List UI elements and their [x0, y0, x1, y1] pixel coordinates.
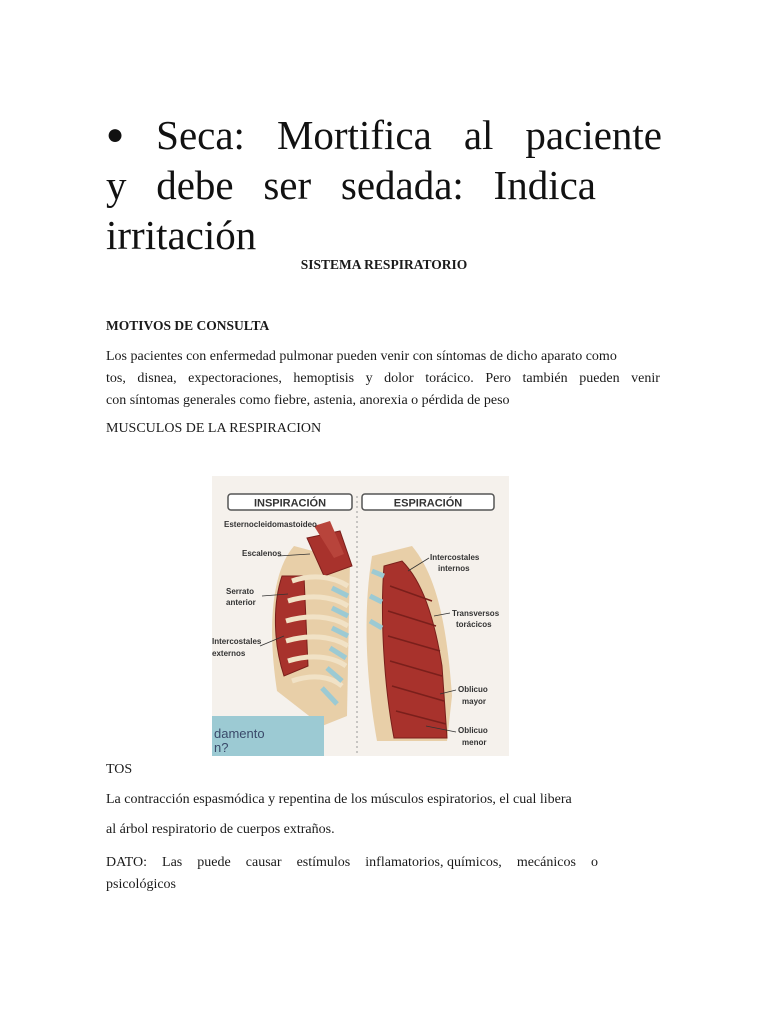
tos-line-1: La contracción espasmódica y repentina de los músculos espiratorios, el cual libera — [106, 792, 572, 807]
word: tos, — [106, 371, 126, 386]
word: disnea, — [137, 371, 177, 386]
respiration-muscles-figure — [212, 476, 509, 756]
word: Mortifica — [276, 112, 432, 158]
figure-labels — [212, 520, 500, 747]
expiration-title: ESPIRACIÓN — [393, 497, 463, 510]
word: dolor — [384, 371, 414, 386]
consulta-line-3: con síntomas generales como fiebre, astenia, anorexia o pérdida de peso — [106, 393, 510, 408]
consulta-line-2 — [106, 368, 660, 390]
tos-heading: TOS — [106, 762, 133, 777]
word: paciente — [525, 112, 662, 158]
consulta-heading: MOTIVOS DE CONSULTA — [106, 318, 270, 333]
label-scalenes: Escalenos — [242, 549, 282, 558]
word: sedada: — [340, 162, 464, 208]
bullet-paragraph — [106, 110, 662, 260]
bullet-glyph: ● — [106, 118, 125, 151]
musculos-heading: MUSCULOS DE LA RESPIRACION — [106, 421, 322, 436]
label-intercostal-int-2: internos — [438, 564, 470, 573]
word: Pero — [485, 371, 512, 386]
label-serratus-1: Serrato — [226, 587, 255, 596]
word: Indica — [493, 162, 596, 208]
word: estímulos — [296, 855, 351, 870]
dato-line-2: psicológicos — [106, 877, 176, 892]
dato-line-1 — [106, 852, 598, 874]
corner-text-2: n? — [214, 740, 229, 755]
label-oblique-major-2: mayor — [462, 697, 487, 706]
label-intercostal-int-1: Intercostales — [430, 553, 480, 562]
word: expectoraciones, — [188, 371, 282, 386]
word: torácico. — [425, 371, 474, 386]
word: al — [463, 112, 494, 158]
label-intercostal-ext-1: Intercostales — [212, 637, 262, 646]
tos-line-2: al árbol respiratorio de cuerpos extraños. — [106, 822, 335, 837]
label-sternocleidomastoid: Esternocleidomastoideo — [224, 520, 317, 529]
bullet-line-2 — [106, 160, 596, 210]
word: debe — [156, 162, 234, 208]
dato-paragraph — [106, 852, 598, 896]
word: DATO: — [106, 855, 147, 870]
corner-text-1: damento — [214, 726, 265, 741]
word: Seca: — [156, 112, 245, 158]
word: mecánicos — [516, 855, 576, 870]
word: puede — [197, 855, 231, 870]
label-oblique-minor-2: menor — [462, 738, 487, 747]
label-transverse-2: torácicos — [456, 620, 492, 629]
label-oblique-major-1: Oblicuo — [458, 685, 488, 694]
word: hemoptisis — [293, 371, 355, 386]
word: venir — [631, 371, 660, 386]
consulta-paragraph — [106, 346, 660, 412]
inspiration-title: INSPIRACIÓN — [253, 497, 327, 510]
word: pueden — [579, 371, 620, 386]
consulta-line-1: Los pacientes con enfermedad pulmonar pueden venir con síntomas de dicho aparato como — [106, 349, 617, 364]
bullet-line-3: irritación — [106, 212, 257, 258]
word: y — [106, 162, 127, 208]
bullet-line-1 — [106, 110, 662, 160]
label-intercostal-ext-2: externos — [212, 649, 246, 658]
word: inflamatorios, químicos, — [365, 855, 502, 870]
word: y — [365, 371, 373, 386]
section-title: SISTEMA RESPIRATORIO — [300, 257, 468, 272]
word: causar — [245, 855, 282, 870]
right-thorax — [367, 546, 452, 741]
label-oblique-minor-1: Oblicuo — [458, 726, 488, 735]
label-serratus-2: anterior — [226, 598, 256, 607]
word: Las — [162, 855, 183, 870]
muscles-illustration — [212, 476, 509, 756]
word: o — [590, 855, 598, 870]
word: ser — [263, 162, 312, 208]
word: también — [522, 371, 568, 386]
label-transverse-1: Transversos — [452, 609, 500, 618]
